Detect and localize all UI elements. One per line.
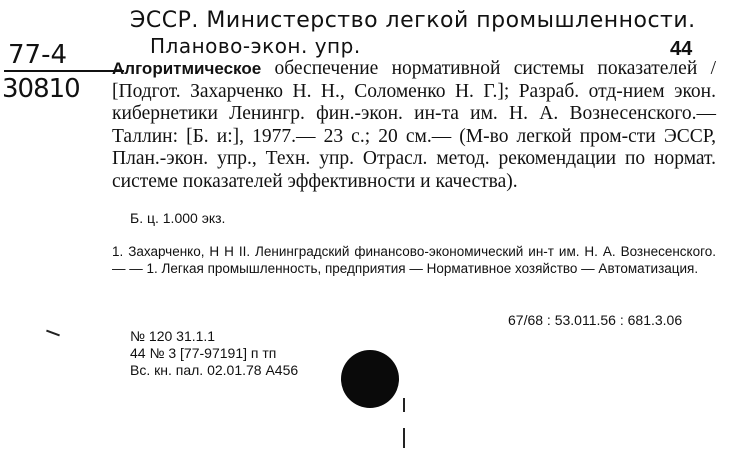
stray-mark — [403, 428, 405, 448]
bibliographic-entry — [112, 58, 716, 193]
call-number-top: 77-4 — [8, 40, 68, 70]
entry-body: обеспечение нормативной системы показателей / [Подгот. Захарченко Н. Н., Соломенко Н. Г.]; Разраб. отд-нием экон. кибернетики Ленингр. фин.-экон. ин-та им. Н. А. Вознесенского.— Таллин: [Б. и:], 1977.— 23 с.; 20 см.— (М-во легкой пром-сти ЭССР, План.-экон. упр., Техн. упр. Отрасл. метод. рекомендации по нормат. системе показателей эффективности и качества). — [112, 58, 716, 192]
card-number: 44 — [670, 38, 693, 60]
call-number-divider — [4, 70, 124, 72]
meta-line-1: № 120 31.1.1 — [130, 328, 216, 344]
handwritten-ministry: ЭССР. Министерство легкой промышленности. — [130, 8, 696, 33]
tracings: 1. Захарченко, Н Н II. Ленинградский финансово-экономический ин-т им. Н. А. Вознесенского.— — 1. Легкая промышленность, предприятия — Нормативное хозяйство — Автоматизация. — [112, 244, 716, 276]
meta-line-3: Вс. кн. пал. 02.01.78 А456 — [130, 362, 299, 378]
call-number-bottom: 30810 — [2, 74, 80, 104]
handwritten-department: Планово-экон. упр. — [150, 34, 361, 58]
udc-classification: 67/68 : 53.011.56 : 681.3.06 — [508, 312, 683, 328]
punch-hole — [341, 350, 399, 408]
entry-lead-word: Алгоритмическое — [112, 59, 262, 78]
price-print-run: Б. ц. 1.000 экз. — [130, 210, 226, 226]
meta-line-2: 44 № 3 [77-97191] п тп — [130, 345, 277, 361]
stray-mark — [46, 330, 60, 337]
stray-mark — [403, 398, 405, 412]
